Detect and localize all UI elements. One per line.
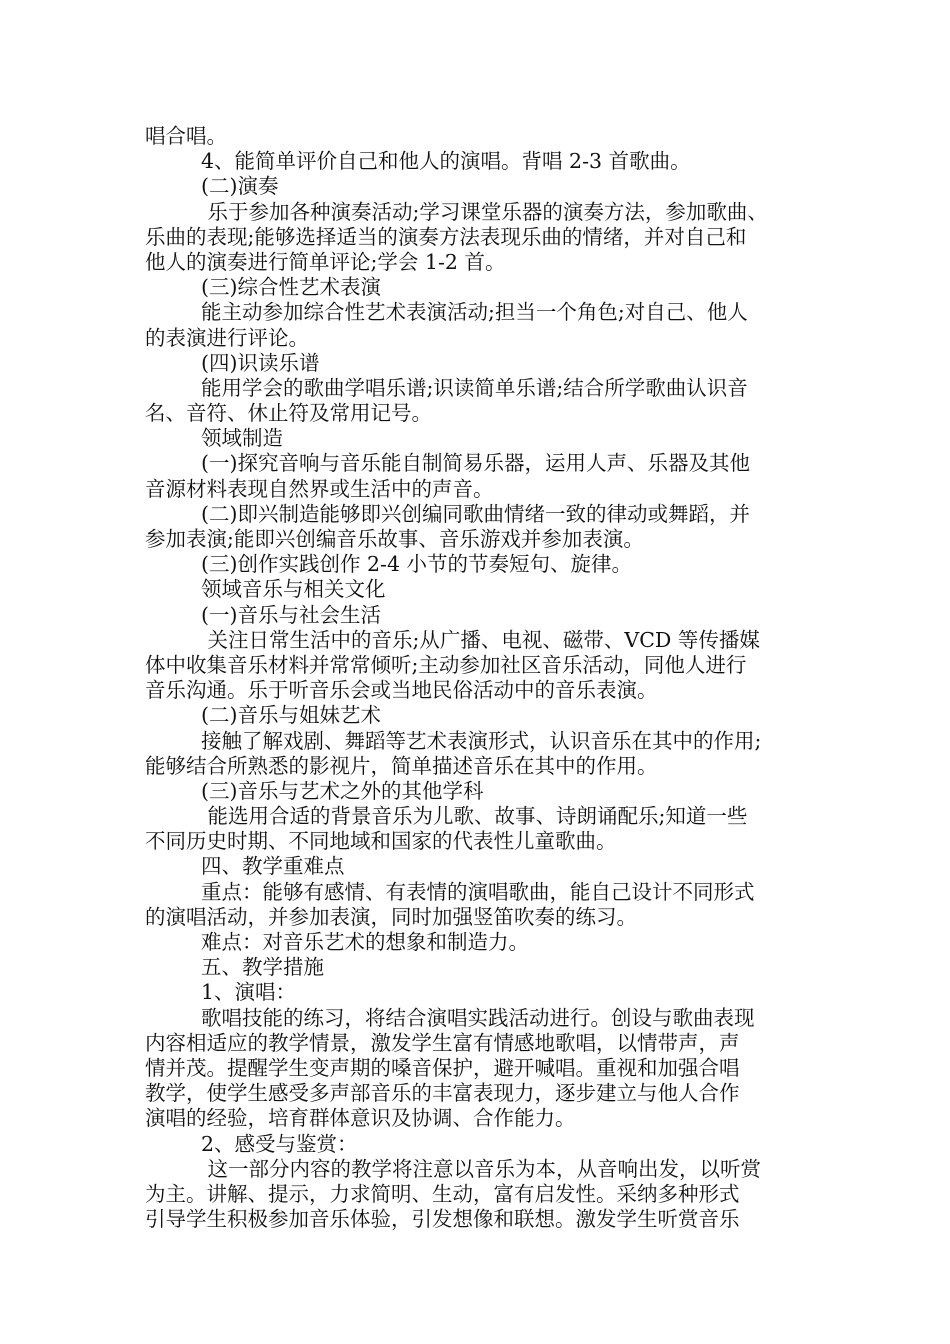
text-line: 关注日常生活中的音乐;从广播、电视、磁带、VCD 等传播媒 — [201, 627, 760, 652]
text-line: 为主。讲解、提示，力求简明、生动，富有启发性。采纳多种形式 — [145, 1181, 740, 1206]
text-line: 四、教学重难点 — [201, 854, 345, 879]
text-line: 的表演进行评论。 — [145, 325, 309, 350]
text-line: 体中收集音乐材料并常常倾听;主动参加社区音乐活动，同他人进行 — [145, 652, 747, 677]
text-line: 音源材料表现自然界或生活中的声音。 — [145, 476, 494, 501]
text-line: 接触了解戏剧、舞蹈等艺术表演形式，认识音乐在其中的作用; — [201, 728, 762, 753]
text-line: (二)音乐与姐妹艺术 — [201, 703, 381, 728]
text-line: 领域制造 — [201, 426, 283, 451]
text-line: 1、演唱： — [201, 980, 297, 1005]
text-line: 2、感受与鉴赏： — [201, 1131, 358, 1156]
text-line: (二)演奏 — [201, 174, 279, 199]
text-line: (三)创作实践创作 2-4 小节的节奏短句、旋律。 — [201, 552, 633, 577]
text-line: (四)识读乐谱 — [201, 350, 320, 375]
text-line: 情并茂。提醒学生变声期的嗓音保护，避开喊唱。重视和加强合唱 — [145, 1055, 740, 1080]
text-line: 他人的演奏进行简单评论;学会 1-2 首。 — [145, 249, 506, 274]
text-line: 内容相适应的教学情景，激发学生富有情感地歌唱，以情带声，声 — [145, 1030, 740, 1055]
text-line: (一)探究音响与音乐能自制简易乐器，运用人声、乐器及其他 — [201, 451, 750, 476]
text-line: 乐曲的表现;能够选择适当的演奏方法表现乐曲的情绪，并对自己和 — [145, 224, 747, 249]
text-line: 难点：对音乐艺术的想象和制造力。 — [201, 930, 529, 954]
text-line: 乐于参加各种演奏活动;学习课堂乐器的演奏方法，参加歌曲、 — [201, 199, 768, 224]
text-line: 唱合唱。 — [145, 124, 227, 148]
text-line: 的演唱活动，并参加表演，同时加强竖笛吹奏的练习。 — [145, 904, 637, 929]
text-line: 不同历史时期、不同地域和国家的代表性儿童歌曲。 — [145, 829, 617, 854]
text-line: 参加表演;能即兴创编音乐故事、音乐游戏并参加表演。 — [145, 527, 644, 551]
text-line: 重点：能够有感情、有表情的演唱歌曲，能自己设计不同形式 — [201, 879, 755, 904]
text-line: 4、能简单评价自己和他人的演唱。背唱 2-3 首歌曲。 — [201, 149, 691, 174]
text-line: 能够结合所熟悉的影视片，简单描述音乐在其中的作用。 — [145, 753, 658, 778]
text-line: 能主动参加综合性艺术表演活动;担当一个角色;对自己、他人 — [201, 300, 748, 325]
text-line: 这一部分内容的教学将注意以音乐为本，从音响出发，以听赏 — [201, 1156, 762, 1181]
text-line: (三)音乐与艺术之外的其他学科 — [201, 778, 484, 803]
text-line: 歌唱技能的练习，将结合演唱实践活动进行。创设与歌曲表现 — [201, 1005, 755, 1030]
text-line: (一)音乐与社会生活 — [201, 602, 381, 627]
document-body — [145, 124, 810, 1232]
text-line: 音乐沟通。乐于听音乐会或当地民俗活动中的音乐表演。 — [145, 678, 658, 703]
text-line: 能选用合适的背景音乐为儿歌、故事、诗朗诵配乐;知道一些 — [201, 804, 748, 829]
text-line: 名、音符、休止符及常用记号。 — [145, 401, 432, 426]
text-line: 五、教学措施 — [201, 955, 324, 980]
text-line: 领域音乐与相关文化 — [201, 577, 386, 602]
text-line: 能用学会的歌曲学唱乐谱;识读简单乐谱;结合所学歌曲认识音 — [201, 375, 748, 400]
text-line: 引导学生积极参加音乐体验，引发想像和联想。激发学生听赏音乐 — [145, 1207, 740, 1232]
text-line: 演唱的经验，培育群体意识及协调、合作能力。 — [145, 1106, 576, 1131]
text-line: (二)即兴制造能够即兴创编同歌曲情绪一致的律动或舞蹈，并 — [201, 501, 750, 526]
text-line: 教学，使学生感受多声部音乐的丰富表现力，逐步建立与他人合作 — [145, 1081, 740, 1106]
text-line: (三)综合性艺术表演 — [201, 275, 381, 300]
